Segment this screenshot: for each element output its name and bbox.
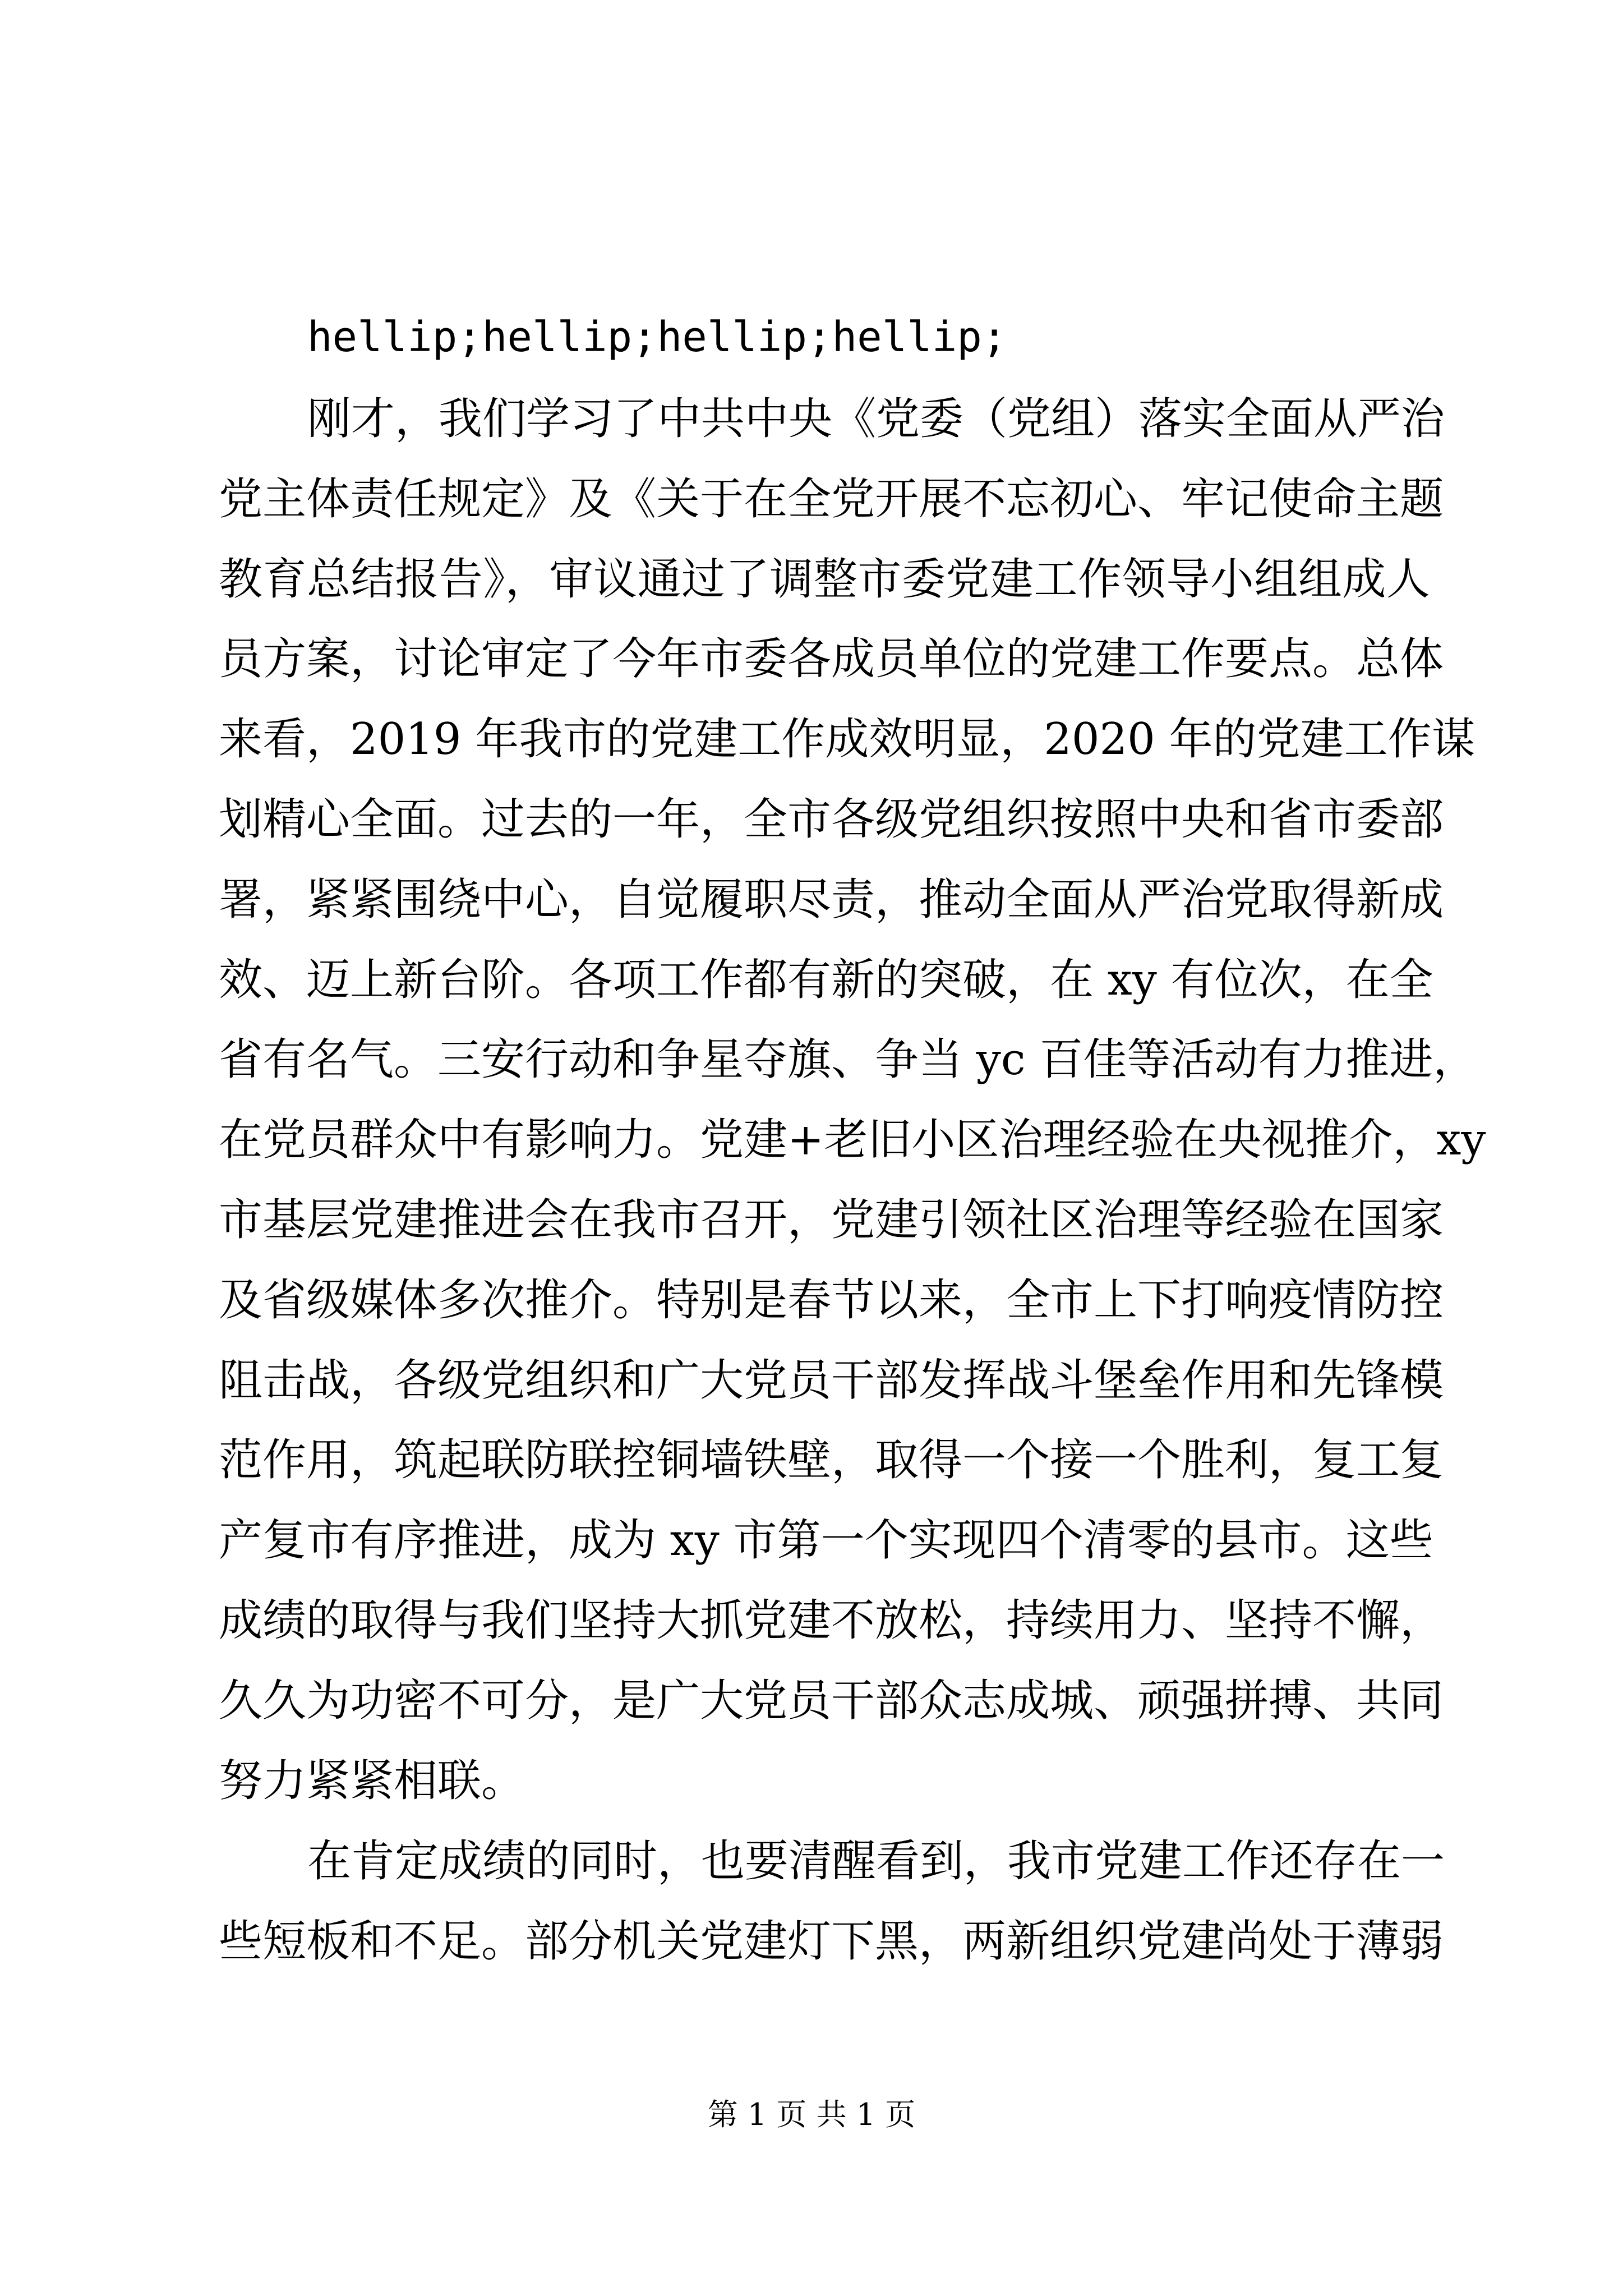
- paragraph-line: 成绩的取得与我们坚持大抓党建不放松，持续用力、坚持不懈，: [219, 1595, 1444, 1646]
- paragraph-line: 些短板和不足。部分机关党建灯下黑，两新组织党建尚处于薄弱: [219, 1916, 1444, 1967]
- paragraph-line: 范作用，筑起联防联控铜墙铁壁，取得一个接一个胜利，复工复: [219, 1435, 1444, 1485]
- paragraph-line: 阻击战，各级党组织和广大党员干部发挥战斗堡垒作用和先锋模: [219, 1355, 1444, 1406]
- paragraph-line: 员方案，讨论审定了今年市委各成员单位的党建工作要点。总体: [219, 634, 1444, 684]
- paragraph-line: 署，紧紧围绕中心，自觉履职尽责，推动全面从严治党取得新成: [219, 875, 1444, 925]
- paragraph-line: 产复市有序推进，成为 xy 市第一个实现四个清零的县市。这些: [219, 1515, 1433, 1566]
- paragraph-line: 来看，2019 年我市的党建工作成效明显，2020 年的党建工作谋: [219, 714, 1476, 765]
- paragraph-line: 省有名气。三安行动和争星夺旗、争当 yc 百佳等活动有力推进，: [219, 1034, 1477, 1085]
- paragraph-line: 刚才，我们学习了中共中央《党委（党组）落实全面从严治: [307, 394, 1445, 444]
- paragraph-line: 党主体责任规定》及《关于在全党开展不忘初心、牢记使命主题: [219, 474, 1444, 524]
- paragraph-line: 划精心全面。过去的一年，全市各级党组织按照中央和省市委部: [219, 794, 1444, 845]
- paragraph-line: 市基层党建推进会在我市召开，党建引领社区治理等经验在国家: [219, 1195, 1444, 1245]
- page-footer: 第 1 页 共 1 页: [707, 2097, 916, 2132]
- paragraph-line: 在党员群众中有影响力。党建+老旧小区治理经验在央视推介，xy: [219, 1115, 1486, 1165]
- paragraph-line: 及省级媒体多次推介。特别是春节以来，全市上下打响疫情防控: [219, 1275, 1444, 1326]
- paragraph-line: 努力紧紧相联。: [219, 1756, 525, 1806]
- paragraph-line: 教育总结报告》，审议通过了调整市委党建工作领导小组组成人: [219, 554, 1430, 605]
- paragraph-line: hellip;hellip;hellip;hellip;: [307, 313, 1007, 361]
- paragraph-line: 效、迈上新台阶。各项工作都有新的突破，在 xy 有位次，在全: [219, 955, 1433, 1005]
- paragraph-line: 久久为功密不可分，是广大党员干部众志成城、顽强拼搏、共同: [219, 1676, 1444, 1726]
- paragraph-line: 在肯定成绩的同时，也要清醒看到，我市党建工作还存在一: [307, 1836, 1445, 1887]
